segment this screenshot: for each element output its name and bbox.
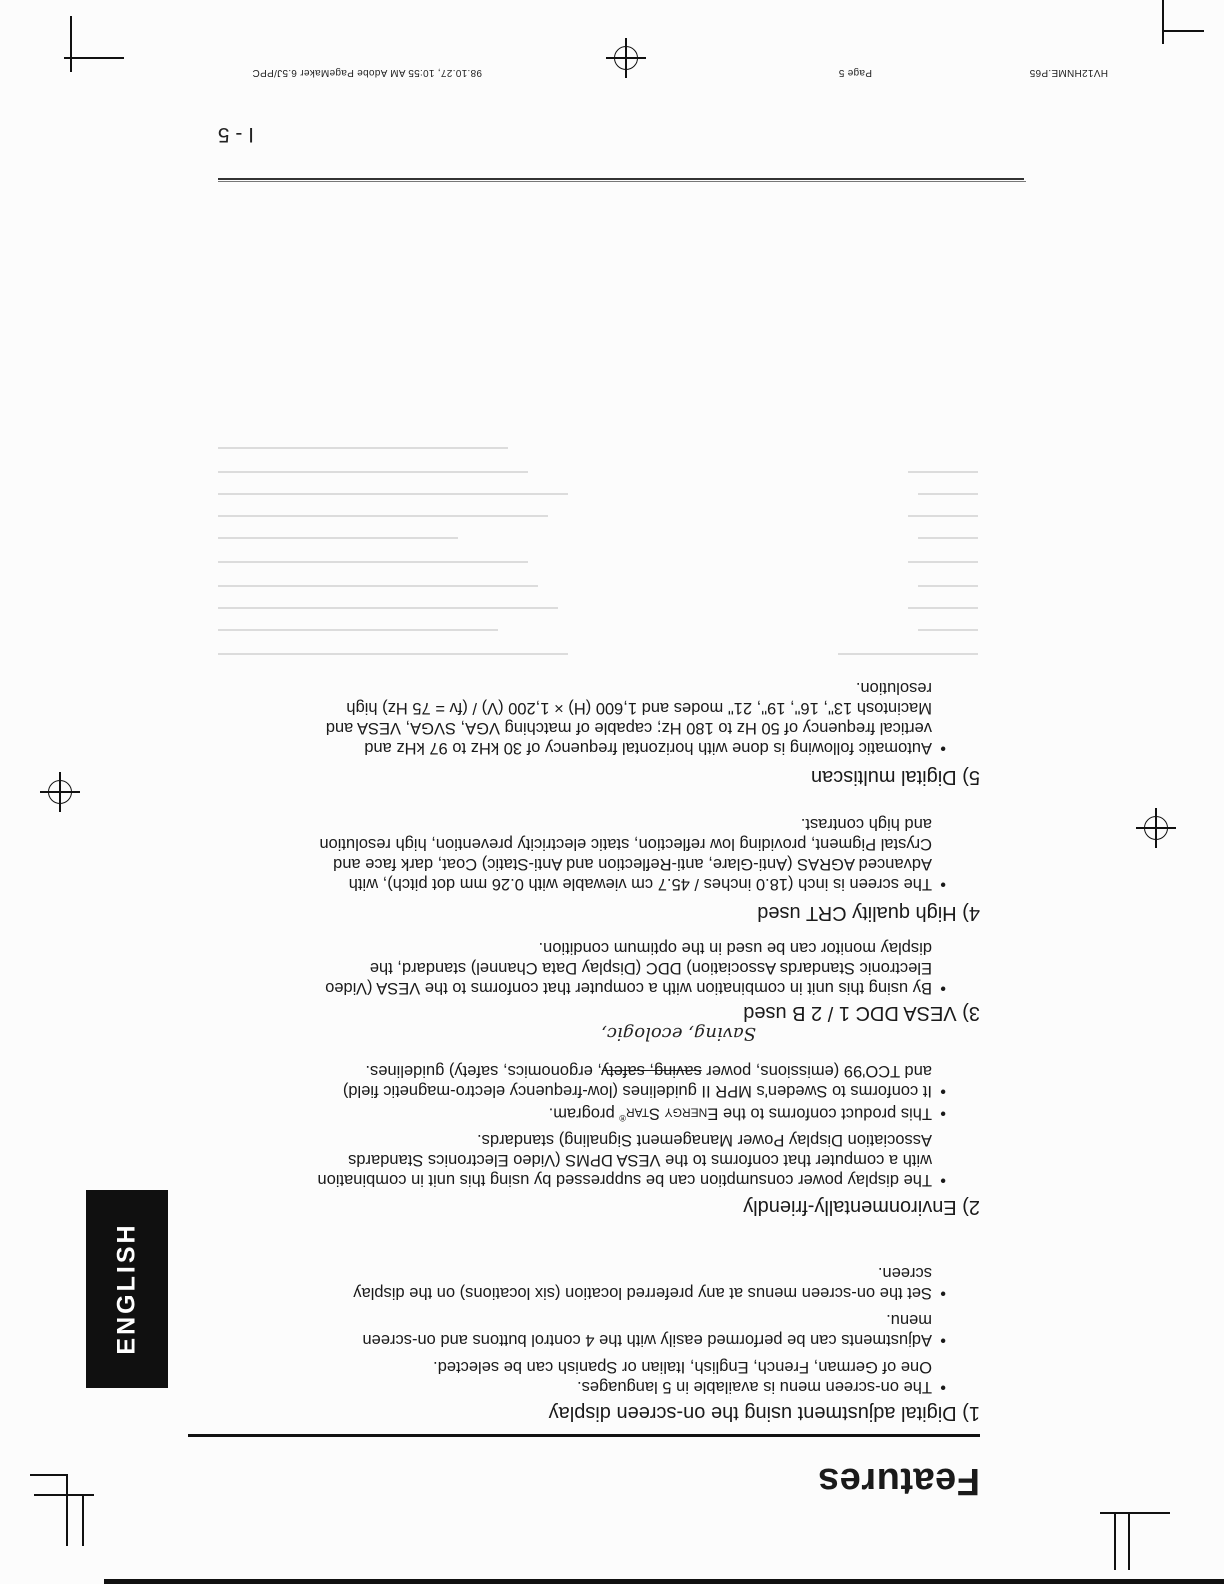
bullet-continuation: Electronic Standards Association) DDC (Display Data Channel) standard, the [369, 959, 932, 977]
crop-mark [66, 1476, 68, 1546]
bullet-item: •The on-screen menu is available in 5 languages. [577, 1378, 946, 1396]
section-4-body [319, 814, 946, 894]
bullet-continuation: vertical frequency of 50 Hz to 180 Hz; capable of matching VGA, SVGA, VESA and [325, 719, 932, 737]
page-title: Features [817, 1460, 980, 1502]
section-5-body [326, 678, 946, 758]
bullet-item: •The display power consumption can be suppressed by using this unit in combination [317, 1171, 946, 1189]
crop-mark [1128, 1514, 1130, 1570]
section-2-heading: 2) Environmentally-friendly [743, 1196, 980, 1218]
language-tab [86, 1190, 168, 1388]
bullet-item: •The screen is inch (18.0 inches / 45.7 cm viewable with 0.26 mm dot pitch), with [348, 875, 946, 893]
bullet-continuation: with a computer that conforms to the VESA DPMS (Video Electronics Standards [348, 1151, 932, 1169]
registration-mark [40, 772, 80, 812]
bullet-continuation: and high contrast. [800, 815, 932, 833]
registration-mark [1136, 808, 1176, 848]
slug-page: Page 5 [838, 67, 872, 78]
bullet-continuation: Advanced AGRAS (Anti-Glare, anti-Reflection and Anti-Static) Coat, dark face and [333, 855, 932, 873]
faded-show-through [218, 379, 978, 659]
section-5-heading: 5) Digital multiscan [811, 766, 980, 788]
crop-mark [1162, 0, 1164, 44]
bullet-continuation: menu. [886, 1311, 932, 1329]
crop-mark [64, 57, 124, 59]
section-3-heading: 3) VESA DDC 1 / 2 B used [743, 1002, 980, 1024]
bullet-continuation: Association Display Power Management Signaling) standards. [477, 1131, 932, 1149]
bullet-item: •By using this unit in combination with a computer that conforms to the VESA (Video [325, 979, 946, 997]
bullet-continuation: Crystal Pigment, providing low reflection, static electricity prevention, high resolution [319, 835, 932, 853]
bullet-continuation: screen. [877, 1264, 932, 1282]
section-2-body [317, 1062, 946, 1191]
crop-mark [30, 1474, 68, 1476]
slug-timestamp: 98.10.27, 10:55 AM Adobe PageMaker 6.5J/PPC [252, 67, 482, 78]
bullet-continuation: Macintosh 13", 16", 19", 21" modes and 1,600 (H) × 1,200 (V) / (fv = 75 Hz) high [346, 699, 932, 717]
crop-mark [1100, 1512, 1170, 1514]
struck-text: saving, safety [602, 1062, 702, 1081]
section-3-body [325, 938, 946, 998]
page-number: I - 5 [217, 123, 254, 146]
bullet-continuation-mpr: and TCO'99 (emissions, power saving, safety, ergonomics, safety) guidelines. [365, 1062, 932, 1081]
bullet-continuation: resolution. [855, 679, 932, 697]
section-1-body [353, 1263, 946, 1397]
handwritten-annotation: Saving, ecologic, [601, 1023, 756, 1044]
footer-rule [218, 179, 1024, 181]
title-rule [188, 1435, 980, 1438]
bullet-continuation: One of German, French, English, Italian or Spanish can be selected. [433, 1358, 932, 1376]
language-tab-label: ENGLISH [112, 1222, 141, 1356]
section-1-heading: 1) Digital adjustment using the on-screen display [548, 1402, 980, 1424]
bottom-rule [218, 181, 1026, 182]
crop-mark [70, 16, 72, 72]
bullet-item: •Adjustments can be performed easily with the 4 control buttons and on-screen [362, 1331, 946, 1349]
bullet-item-mpr: •It conforms to Sweden's MPR II guidelines (low-frequency electro-magnetic field) [342, 1082, 946, 1101]
crop-mark [82, 1494, 84, 1546]
bullet-continuation: display monitor can be used in the optimum condition. [538, 939, 932, 957]
bullet-item: •Automatic following is done with horizontal frequency of 30 kHz to 97 kHz and [364, 739, 946, 757]
registration-mark [606, 38, 646, 78]
crop-mark [1114, 1514, 1116, 1570]
crop-mark [34, 1494, 94, 1496]
crop-mark [104, 1579, 1224, 1584]
section-4-heading: 4) High quality CRT used [757, 902, 980, 924]
bullet-item-energy-star: •This product conforms to the Energy Star® program. [548, 1104, 946, 1123]
crop-mark [1162, 30, 1204, 32]
slug-filename: HV12HNME.P65 [1029, 67, 1108, 78]
bullet-item: •Set the on-screen menus at any preferred location (six locations) on the display [353, 1284, 946, 1302]
